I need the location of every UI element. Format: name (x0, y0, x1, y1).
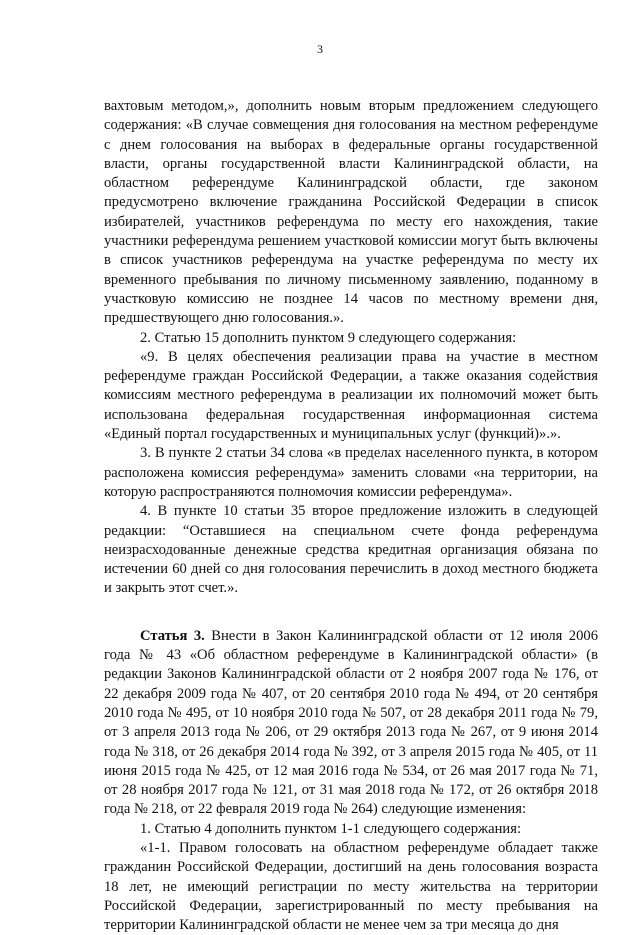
paragraph-7: «1-1. Правом голосовать на областном референдуме обладает также гражданин Российской Федерации, достигший на день голосования возраста 18 лет, не имеющий регистрации по месту жительства на территории Российской Федерации, зарегистрированный по месту пребывания на территории Калининградской области не менее чем за три месяца до дня (104, 839, 598, 934)
page-number: 3 (317, 42, 323, 56)
article-3-heading: Статья 3. (140, 627, 205, 644)
document-body (104, 97, 598, 935)
paragraph-1: вахтовым методом,», дополнить новым вторым предложением следующего содержания: «В случае совмещения дня голосования на местном референдуме с днем голосования на выборах в федеральные органы государственной власти, органы государственной власти Калининградской области, на областном референдуме Калининградской области, где законом предусмотрено включение гражданина Российской Федерации в список избирателей, участников референдума по месту его нахождения, такие участники референдума решением участковой комиссии могут быть включены в список участников референдума на участке референдума по месту их временного пребывания по личному письменному заявлению, поданному в участковую комиссию не позднее 14 часов по местному времени дня, предшествующего дню голосования.». (104, 98, 598, 327)
article-3-text: Внести в Закон Калининградской области от 12 июля 2006 года № 43 «Об областном референдуме в Калининградской области» (в редакции Законов Калининградской области от 2 ноября 2007 года № 176, от 22 декабря 2009 года № 407, от 20 сентября 2010 года № 494, от 20 сентября 2010 года № 495, от 10 ноября 2010 года № 507, от 28 декабря 2011 года № 79, от 3 апреля 2013 года № 206, от 29 октября 2013 года № 267, от 9 июня 2014 года № 318, от 26 декабря 2014 года № 392, от 3 апреля 2015 года № 405, от 11 июня 2015 года № 425, от 12 мая 2016 года № 534, от 26 мая 2017 года № 71, от 28 ноября 2017 года № 121, от 31 мая 2018 года № 172, от 26 октября 2018 года № 218, от 22 февраля 2019 года № 264) следующие изменения: (104, 627, 598, 818)
paragraph-2: 2. Статью 15 дополнить пунктом 9 следующего содержания: (140, 329, 517, 346)
paragraph-4: 3. В пункте 2 статьи 34 слова «в пределах населенного пункта, в котором расположена комиссия референдума» заменить словами «на территории, на которую распространяются полномочия комиссии референдума». (104, 445, 598, 500)
paragraph-3: «9. В целях обеспечения реализации права на участие в местном референдуме граждан Российской Федерации, а также оказания содействия комиссиям местного референдума в реализации их полномочий может быть использована федеральная государственная информационная система «Единый портал государственных и муниципальных услуг (функций)».». (104, 348, 598, 443)
paragraph-5: 4. В пункте 10 статьи 35 второе предложение изложить в следующей редакции: “Оставшиеся на специальном счете фонда референдума неизрасходованные денежные средства кредитная организация обязана по истечении 60 дней со дня голосования перечислить в доход местного бюджета и закрыть этот счет.». (104, 503, 598, 597)
paragraph-6: 1. Статью 4 дополнить пунктом 1-1 следующего содержания: (140, 820, 521, 837)
article-3-paragraph (104, 627, 598, 820)
